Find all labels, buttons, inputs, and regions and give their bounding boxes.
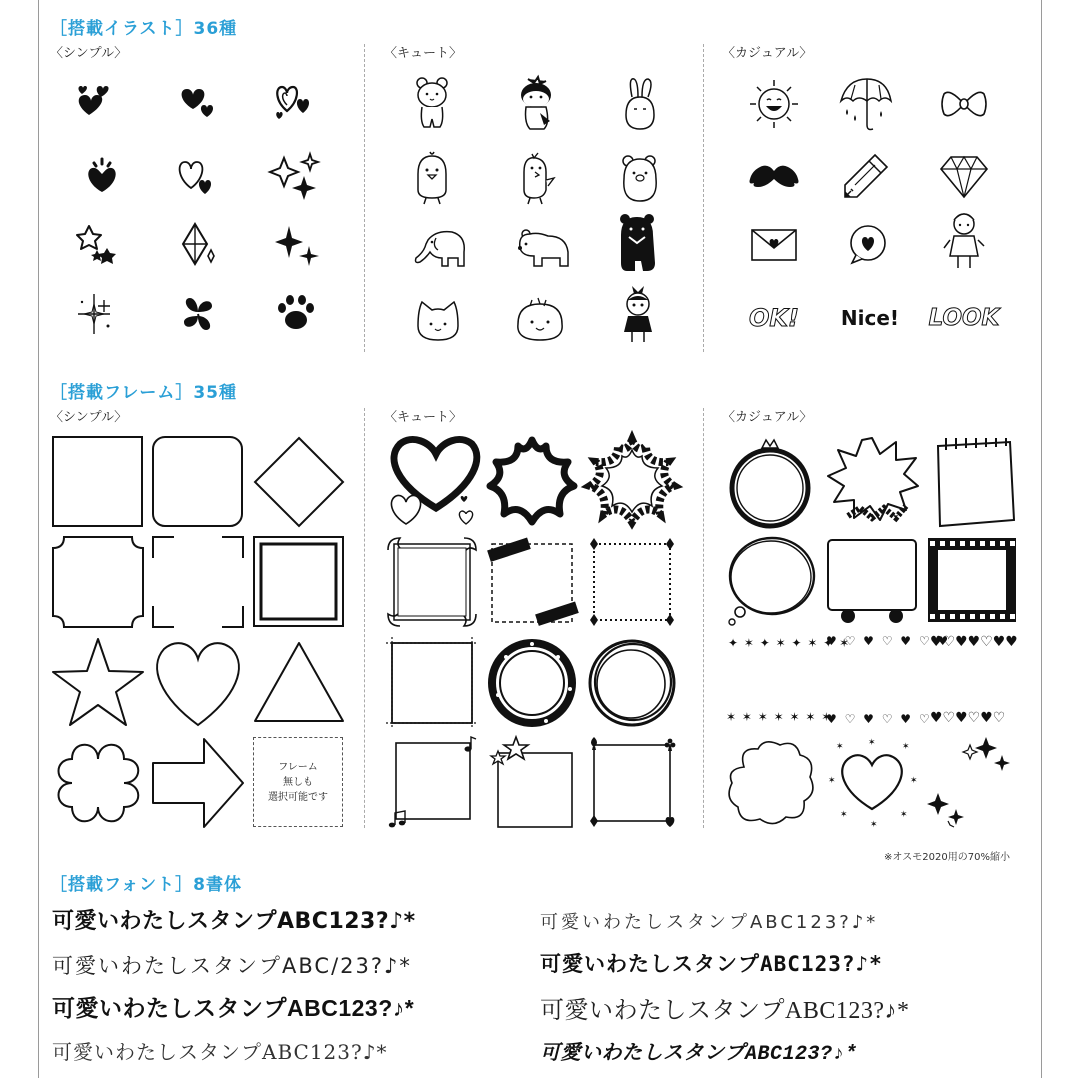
pencil-icon <box>826 144 906 208</box>
triangle-frame <box>253 637 345 729</box>
stitched-square-frame <box>386 637 478 729</box>
font-sample-8: 可愛いわたしスタンプABC123?♪* <box>540 1043 858 1066</box>
frame-cat-cute: 〈キュート〉 <box>384 410 463 425</box>
svg-text:✶: ✶ <box>836 742 844 752</box>
sun-face-icon <box>734 72 814 136</box>
cat-face-icon <box>398 288 478 352</box>
envelope-icon <box>734 212 814 276</box>
twinkle-icon <box>258 212 338 276</box>
svg-text:✶: ✶ <box>900 810 908 820</box>
notched-frame <box>52 536 144 628</box>
mustache-icon <box>734 144 814 208</box>
blob-heart-icon <box>62 144 142 208</box>
girl-icon <box>598 284 678 348</box>
girl-doodle-icon <box>924 208 1004 272</box>
ornate-square-frame <box>386 536 478 628</box>
no-frame-label-line: フレーム <box>278 761 318 773</box>
ribbon-icon <box>924 72 1004 136</box>
svg-text:✶: ✶ <box>870 820 878 830</box>
heart-sparkle-frame <box>826 737 918 829</box>
rounded-square-frame <box>152 436 244 528</box>
card-suit-frame <box>586 737 678 829</box>
font-sample-7: 可愛いわたしスタンプABC123?♪* <box>540 998 910 1024</box>
paw-icon <box>256 282 336 346</box>
film-strip-frame <box>926 536 1018 628</box>
burst-frame <box>826 436 918 528</box>
tape-frame <box>486 536 578 628</box>
frame-cat-casual: 〈カジュアル〉 <box>722 410 813 425</box>
cloud-frame <box>724 737 816 829</box>
ring-frame <box>724 436 816 528</box>
notepad-frame <box>926 436 1018 528</box>
thought-bubble-frame <box>724 536 816 628</box>
frame-section-title: ［搭載フレーム］35種 <box>50 383 237 403</box>
bear-walking-icon <box>504 216 584 280</box>
tomato-cat-icon <box>496 72 576 136</box>
right-border <box>1041 0 1042 1078</box>
look-word-text: LOOK <box>928 305 1000 331</box>
illust-cat-casual: 〈カジュアル〉 <box>722 46 813 61</box>
quatrefoil-frame <box>52 737 144 829</box>
diamond-frame <box>253 436 345 528</box>
frame-cat-simple: 〈シンプル〉 <box>50 410 128 425</box>
diamond-gem-icon <box>924 144 1004 208</box>
divider <box>364 408 365 828</box>
star-frame <box>52 637 144 729</box>
no-frame-label-line: 選択可能です <box>268 791 328 803</box>
heart-line-bold-decor: ♥♡♥♥♡♥♥ <box>930 634 1018 650</box>
illust-cat-simple: 〈シンプル〉 <box>50 46 128 61</box>
hamster-icon <box>600 146 680 210</box>
svg-text:✶: ✶ <box>902 742 910 752</box>
diamond-sparkle-icon <box>158 212 238 276</box>
svg-text:✶: ✶ <box>868 738 876 748</box>
ok-word-text: OK! <box>749 304 799 332</box>
heart-frame <box>152 637 244 729</box>
double-square-frame <box>253 536 345 628</box>
svg-text:✶: ✶ <box>840 810 848 820</box>
sparkle-stars-icon <box>256 144 336 208</box>
hamster-face-icon <box>500 288 580 352</box>
thick-ring-frame <box>486 637 578 729</box>
heart-cluster-frame <box>386 436 478 528</box>
scribble-ring-frame <box>586 637 678 729</box>
font-section-title: ［搭載フォント］8書体 <box>50 875 242 895</box>
two-hearts-icon <box>158 70 238 134</box>
dotted-diamond-frame <box>586 536 678 628</box>
rabbit-icon <box>600 72 680 136</box>
scale-note: ※オスモ2020用の70%縮小 <box>884 852 1010 863</box>
divider <box>364 44 365 352</box>
nice-word-stamp <box>830 286 910 350</box>
zigzag-sakura-frame <box>586 436 678 528</box>
bear-standing-icon <box>392 72 472 136</box>
outline-hearts-icon <box>254 70 334 134</box>
clover-icon <box>158 282 238 346</box>
no-frame-label-line: 無しも <box>283 776 313 788</box>
music-note-frame <box>386 737 478 829</box>
look-word-stamp <box>924 286 1004 350</box>
black-bear-icon <box>598 210 678 274</box>
elephant-icon <box>398 216 478 280</box>
sakura-frame <box>486 436 578 528</box>
sparkle-line-decor-2: ✶ ✶ ✶ ✶ ✶ ✶ ✶ <box>726 710 833 724</box>
svg-text:✶: ✶ <box>910 776 918 786</box>
nice-word-text: Nice! <box>840 306 900 330</box>
no-frame-option <box>253 737 343 827</box>
font-sample-4: 可愛いわたしスタンプABC123?♪* <box>52 1040 388 1064</box>
umbrella-icon <box>826 72 906 136</box>
speech-heart-icon <box>828 212 908 276</box>
font-sample-3: 可愛いわたしスタンプABC123?♪* <box>52 995 415 1021</box>
divider <box>703 408 704 828</box>
illust-section-title: ［搭載イラスト］36種 <box>50 19 238 39</box>
heart-line-bold-decor-2: ♥♡♥♡♥♡ <box>930 710 1006 726</box>
star-flowers-icon <box>58 212 138 276</box>
heart-cluster-icon <box>56 70 136 134</box>
arrow-frame <box>152 737 244 829</box>
outline-heart-icon <box>158 144 238 208</box>
glitter-icon <box>58 282 138 346</box>
square-frame <box>52 436 144 528</box>
font-sample-5: 可愛いわたしスタンプABC123?♪* <box>540 912 879 933</box>
ok-word-stamp <box>734 286 814 350</box>
cart-frame <box>826 536 918 628</box>
font-sample-6: 可愛いわたしスタンプABC123?♪* <box>540 952 883 976</box>
chick-icon <box>392 146 472 210</box>
sparkle-line-decor: ✦ ✶ ✦ ✶ ✦ ✶ ✦ ✶ <box>728 636 851 650</box>
font-sample-2: 可愛いわたしスタンプABC/23?♪* <box>52 954 412 978</box>
svg-text:✶: ✶ <box>828 776 836 786</box>
sparkle-cluster-frame <box>926 737 1018 829</box>
divider <box>703 44 704 352</box>
heart-line-decor-2: ♥ ♡ ♥ ♡ ♥ ♡ <box>826 712 932 726</box>
heart-line-decor: ♥ ♡ ♥ ♡ ♥ ♡ ♥ <box>826 634 951 648</box>
illust-cat-cute: 〈キュート〉 <box>384 46 463 61</box>
corner-bracket-frame <box>152 536 244 628</box>
font-sample-1: 可愛いわたしスタンプABC123?♪* <box>52 909 416 934</box>
bird-icon <box>496 146 576 210</box>
star-corner-frame <box>486 737 578 829</box>
left-border <box>38 0 39 1078</box>
